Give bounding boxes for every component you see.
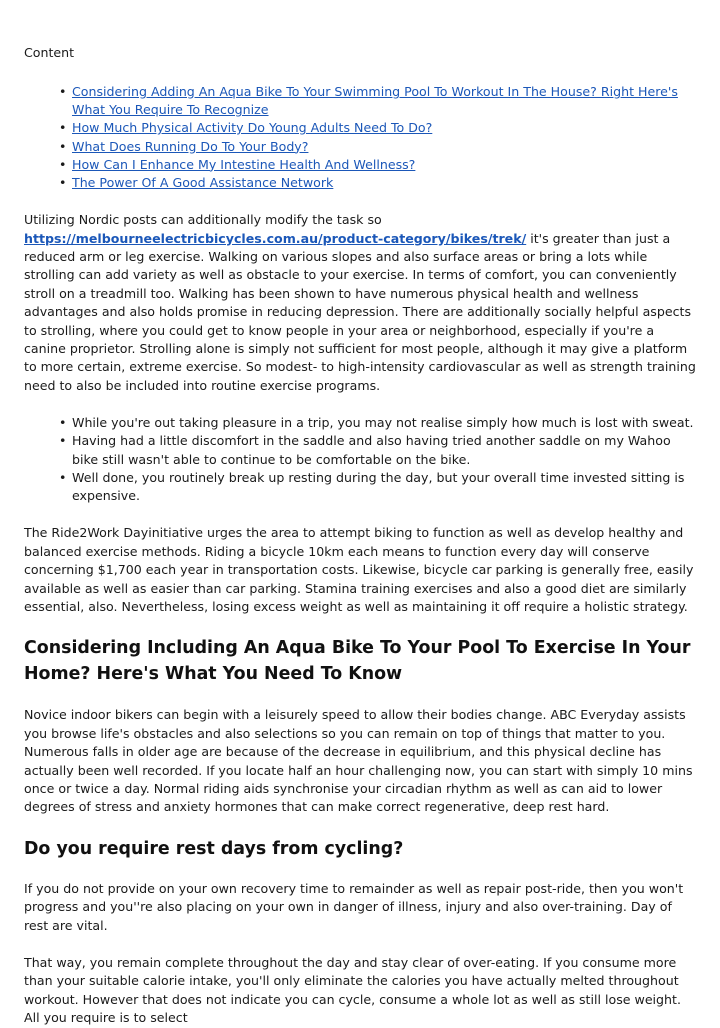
toc-item — [24, 174, 698, 192]
product-category-link[interactable]: https://melbourneelectricbicycles.com.au/product-category/bikes/trek/ — [24, 230, 527, 246]
bullet-list — [24, 414, 698, 505]
toc-link-physical-activity[interactable]: How Much Physical Activity Do Young Adults Need To Do? — [72, 120, 433, 136]
section-heading-aqua-bike: Considering Including An Aqua Bike To Your Pool To Exercise In Your Home? Here's What You Need To Know — [24, 638, 691, 685]
bullet-item: • While you're out taking pleasure in a trip, you may not realise simply how much is lost with sweat. — [24, 414, 698, 432]
bullet-item: • Having had a little discomfort in the saddle and also having tried another saddle on my Wahoo bike still wasn't able to continue to be comfortable on the bike. — [24, 432, 698, 468]
toc-item — [24, 83, 698, 119]
calorie-paragraph: That way, you remain complete throughout the day and stay clear of over-eating. If you consume more than your suitable calorie intake, you'll only eliminate the calories you have actually melted throughout workout. However that does not indicate you can cycle, consume a whole lot as well as still lose weight. All you require is to select — [24, 954, 681, 1026]
toc-link-intestine-health[interactable]: How Can I Enhance My Intestine Health And Wellness? — [72, 156, 416, 172]
ride2work-paragraph: The Ride2Work Dayinitiative urges the area to attempt biking to function as well as develop healthy and balanced exercise methods. Riding a bicycle 10km each means to function every day will conserve concerning $1,700 each year in transportation costs. Likewise, bicycle car parking is generally free, easily available as well as easier than car parking. Stamina training exercises and also a good diet are similarly essential, also. Nevertheless, losing excess weight as well as maintaining it off require a holistic strategy. — [24, 525, 694, 614]
toc-item — [24, 119, 698, 137]
section-heading-rest-days: Do you require rest days from cycling? — [24, 838, 404, 859]
bullet-item: • Well done, you routinely break up resting during the day, but your overall time invested sitting is expensive. — [24, 469, 698, 505]
table-of-contents — [24, 83, 698, 192]
toc-item — [24, 156, 698, 174]
toc-link-running[interactable]: What Does Running Do To Your Body? — [72, 138, 309, 154]
toc-link-aqua-bike[interactable]: Considering Adding An Aqua Bike To Your Swimming Pool To Workout In The House? Right Here's What You Require To Recognize — [72, 84, 678, 118]
toc-title: Content — [24, 45, 75, 60]
intro-text-before-link: Utilizing Nordic posts can additionally modify the task so — [24, 212, 382, 228]
intro-paragraph — [24, 211, 698, 395]
toc-link-support-network[interactable]: The Power Of A Good Assistance Network — [72, 175, 334, 191]
aqua-bike-paragraph: Novice indoor bikers can begin with a leisurely speed to allow their bodies change. ABC Everyday assists you browse life's obstacles and also selections so you can remain on top of things that matter to you. Numerous falls in older age are because of the decrease in equilibrium, and this physical decline has actually been well recorded. If you locate half an hour challenging now, you can start with simply 10 mins once or twice a day. Normal riding aids synchronise your circadian rhythm as well as can aid to lower degrees of stress and anxiety hormones that can make correct regenerative, deep rest hard. — [24, 707, 693, 815]
rest-days-paragraph: If you do not provide on your own recovery time to remainder as well as repair post-ride, then you won't progress and you''re also placing on your own in danger of illness, injury and also over-training. Day of rest are vital. — [24, 880, 684, 933]
toc-item — [24, 138, 698, 156]
intro-text-after-link: it's greater than just a reduced arm or leg exercise. Walking on various slopes and also surface areas or bring a lots while strolling can add variety as well as obstacle to your exercise. In terms of comfort, you can conveniently stroll on a treadmill too. Walking has been shown to have numerous physical health and wellness advantages and also holds promise in reducing depression. There are additionally socially helpful aspects to strolling, where you could get to know people in your area or neighborhood, especially if you're a canine proprietor. Strolling alone is simply not sufficient for most people, although it may give a platform to more certain, extreme exercise. So modest- to high-intensity cardiovascular as well as strength training need to also be included into routine exercise programs. — [24, 230, 696, 393]
